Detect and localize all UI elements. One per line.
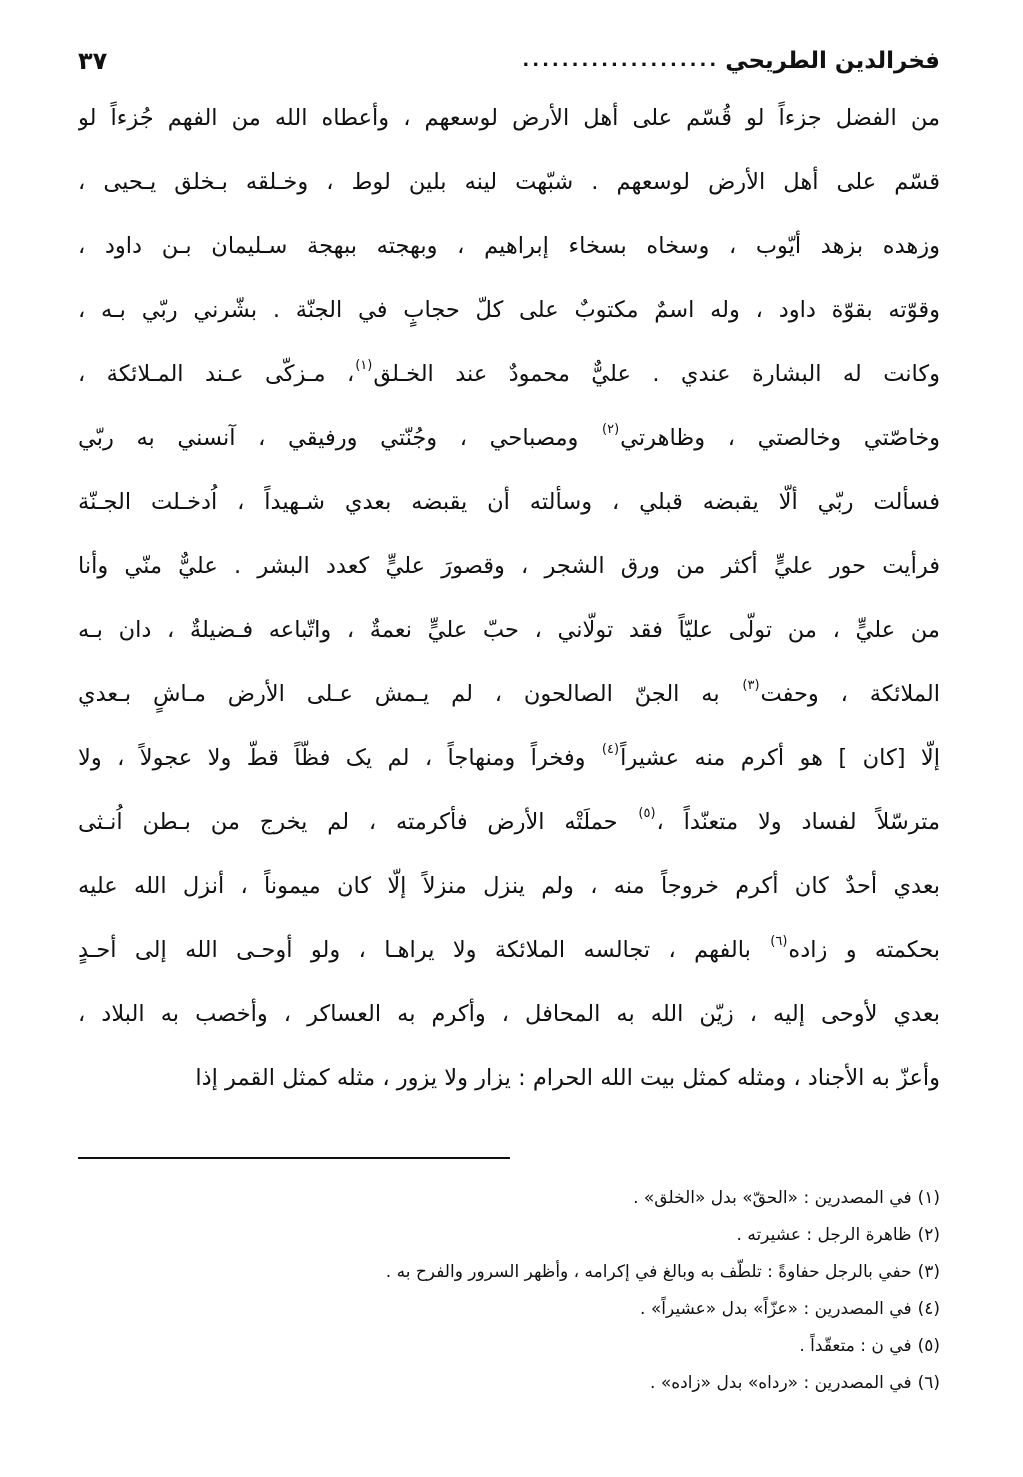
body-text-run: بعدي لأوحى إليه ، زيّن الله به المحافل ، وأكرم به العساكر ، وأخصب به البلاد ،	[78, 1001, 940, 1027]
body-text-run: وكانت له البشارة عندي . عليٌّ محمودٌ عند الخـلق	[373, 361, 940, 387]
footnote	[78, 1365, 940, 1402]
body-line	[78, 662, 940, 726]
body-text-run: وزهده بزهد أيّوب ، وسخاه بسخاء إبراهيم ، وبهجته ببهجة سـليمان بـن داود ،	[78, 233, 940, 259]
body-text-run: فرأيت حور عليٍّ أكثر من ورق الشجر ، وقصورَ عليٍّ كعدد البشر . عليٌّ منّي وأنا	[78, 553, 940, 579]
footnote-reference[interactable]: (٤)	[601, 742, 620, 757]
body-text	[78, 86, 940, 1110]
body-text-run: بعدي أحدٌ كان أكرم خروجاً منه ، ولم ينزل منزلاً إلّا كان ميموناً ، أنزل الله عليه	[78, 873, 940, 899]
body-text-run: بحكمته و زاده	[788, 937, 940, 963]
footnote	[78, 1254, 940, 1291]
footnote-text: في المصدرين : «رداه» بدل «زاده» .	[650, 1373, 912, 1393]
body-text-run: بالفهم ، تجالسه الملائكة ولا يراهـا ، ولو أوحـى الله إلى أحـدٍ	[78, 937, 770, 963]
footnote-reference[interactable]: (٢)	[602, 422, 620, 437]
body-line	[78, 534, 940, 598]
body-line	[78, 406, 940, 470]
body-line	[78, 982, 940, 1046]
body-text-run: ، مـزكّى عـند المـلائكة ،	[78, 361, 355, 387]
body-text-run: وقوّته بقوّة داود ، وله اسمٌ مكتوبٌ على كلّ حجابٍ في الجنّة . بشّرني ربّي بـه ،	[78, 297, 940, 323]
footnote-separator	[78, 1157, 510, 1159]
body-text-run: إلّا [كان ] هو أكرم منه عشيراً	[620, 745, 940, 771]
book-page	[78, 40, 940, 1440]
page-number: ٣٧	[78, 47, 108, 75]
footnote-number: (٦)	[917, 1373, 940, 1393]
body-text-run: به الجنّ الصالحون ، لم يـمش عـلى الأرض مـاشٍ بـعدي	[78, 681, 742, 707]
running-header-title: فخرالدين الطريحي	[725, 48, 940, 74]
footnote-number: (٤)	[917, 1299, 940, 1319]
footnote-text: حفي بالرجل حفاوةً : تلطّف به وبالغ في إكرامه ، وأظهر السرور والفرح به .	[385, 1262, 912, 1282]
body-text-run: وفخراً ومنهاجاً ، لم يک فظّاً قطّ ولا عجولاً ، ولا	[78, 745, 601, 771]
footnote-reference[interactable]: (٥)	[638, 806, 656, 821]
body-line	[78, 918, 940, 982]
body-text-run: ومصباحي ، وجُنّتي ورفيقي ، آنسني به ربّي	[78, 425, 602, 451]
footnote-number: (٣)	[917, 1262, 940, 1282]
body-line	[78, 854, 940, 918]
footnote-text: في المصدرين : «الحقّ» بدل «الخلق» .	[633, 1188, 912, 1208]
footnote-text: في ن : متعقّداً .	[799, 1336, 912, 1356]
body-text-run: مترسّلاً لفساد ولا متعنّداً ،	[656, 809, 940, 835]
body-text-run: حملَتْه الأرض فأكرمته ، لم يخرج من بـطن اُنـثى	[78, 809, 638, 835]
body-text-run: من الفضل جزءاً لو قُسّم على أهل الأرض لوسعهم ، وأعطاه الله من الفهم جُزءاً لو	[78, 105, 940, 131]
body-text-run: فسألت ربّي ألّا يقبضه قبلي ، وسألته أن يقبضه بعدي شـهيداً ، اُدخـلت الجـنّة	[78, 489, 940, 515]
footnote-reference[interactable]: (٣)	[742, 678, 760, 693]
running-header-leader-dots: ....................	[522, 50, 720, 71]
body-line	[78, 726, 940, 790]
running-header	[78, 40, 940, 82]
footnote	[78, 1217, 940, 1254]
body-text-run: الملائكة ، وحفت	[760, 681, 940, 707]
body-text-run: قسّم على أهل الأرض لوسعهم . شبّهت لينه بلين لوط ، وخـلقه بـخلق يـحيى ،	[78, 169, 940, 195]
footnotes-list	[78, 1180, 940, 1402]
body-text-run: من عليٍّ ، من تولّى عليّاً فقد تولّاني ، حبّ عليٍّ نعمةٌ ، واتّباعه فـضيلةٌ ، دان بـه	[78, 617, 940, 643]
footnote	[78, 1291, 940, 1328]
body-line	[78, 470, 940, 534]
body-line	[78, 150, 940, 214]
body-line	[78, 214, 940, 278]
body-line	[78, 598, 940, 662]
footnote-reference[interactable]: (١)	[355, 358, 373, 373]
body-text-run: وأعزّ به الأجناد ، ومثله كمثل بيت الله الحرام : يزار ولا يزور ، مثله كمثل القمر إذا	[195, 1065, 940, 1091]
footnote-text: ظاهرة الرجل : عشيرته .	[736, 1225, 912, 1245]
body-text-run: وخاصّتي وخالصتي ، وظاهرتي	[620, 425, 940, 451]
body-line	[78, 278, 940, 342]
footnote-number: (١)	[917, 1188, 940, 1208]
body-line	[78, 342, 940, 406]
body-line	[78, 86, 940, 150]
footnote	[78, 1180, 940, 1217]
body-line	[78, 1046, 940, 1110]
footnote-reference[interactable]: (٦)	[770, 934, 788, 949]
footnote-text: في المصدرين : «عزّاً» بدل «عشيراً» .	[640, 1299, 912, 1319]
footnote	[78, 1328, 940, 1365]
footnote-number: (٢)	[917, 1225, 940, 1245]
footnote-number: (٥)	[917, 1336, 940, 1356]
body-line	[78, 790, 940, 854]
